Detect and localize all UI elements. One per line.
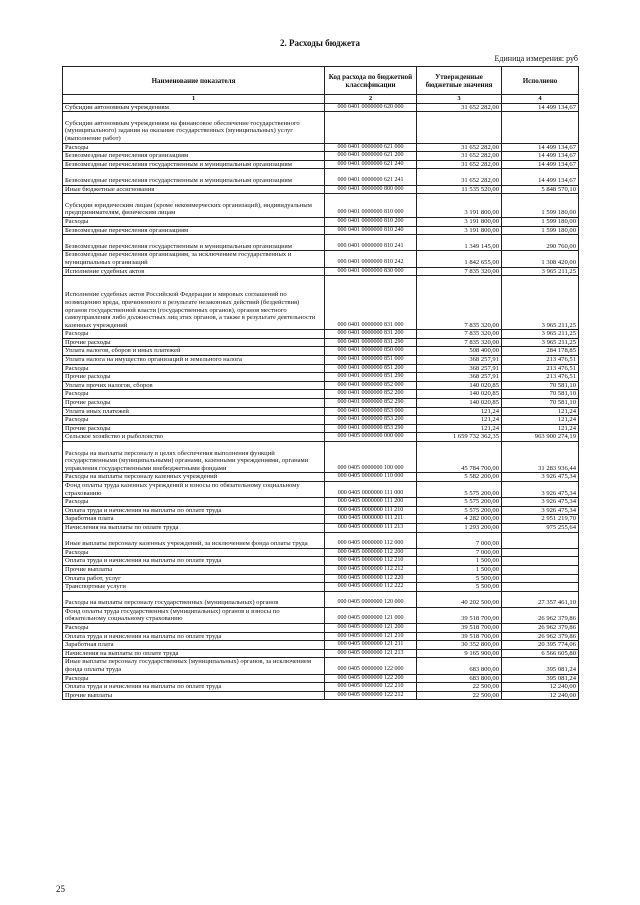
table-row bbox=[63, 381, 579, 390]
table-row bbox=[63, 532, 579, 548]
row-name: Фонд оплаты труда государственных (муниципальных) органов и взносы по обязательному социальному страхованию bbox=[63, 607, 325, 623]
row-approved: 22 500,00 bbox=[417, 691, 502, 700]
row-approved: 508 400,00 bbox=[417, 347, 502, 356]
row-approved: 31 652 282,00 bbox=[417, 103, 502, 112]
table-row bbox=[63, 506, 579, 515]
row-code: 000 0405 0000000 112 222 bbox=[325, 583, 417, 592]
table-row bbox=[63, 565, 579, 574]
row-executed: 1 599 180,00 bbox=[502, 217, 579, 226]
row-code: 000 0405 0000000 111 000 bbox=[325, 481, 417, 497]
row-approved: 1 349 145,00 bbox=[417, 235, 502, 251]
row-executed: 14 499 134,67 bbox=[502, 103, 579, 112]
row-executed: 3 926 475,34 bbox=[502, 506, 579, 515]
row-approved: 4 282 000,00 bbox=[417, 515, 502, 524]
row-code: 000 0405 0000000 112 200 bbox=[325, 548, 417, 557]
row-executed: 26 962 379,86 bbox=[502, 624, 579, 633]
row-name: Расходы bbox=[63, 674, 325, 683]
row-code: 000 0405 0000000 112 210 bbox=[325, 557, 417, 566]
row-executed: 213 476,51 bbox=[502, 356, 579, 365]
row-code: 000 0405 0000000 110 000 bbox=[325, 473, 417, 482]
table-row bbox=[63, 347, 579, 356]
row-code: 000 0401 0000000 621 240 bbox=[325, 160, 417, 169]
row-approved: 5 575 200,00 bbox=[417, 498, 502, 507]
row-approved: 39 518 700,00 bbox=[417, 624, 502, 633]
table-row bbox=[63, 624, 579, 633]
header-executed: Исполнено bbox=[502, 67, 579, 95]
table-row bbox=[63, 235, 579, 251]
row-approved: 5 575 200,00 bbox=[417, 506, 502, 515]
row-name: Исполнение судебных актов Российской Федерации и мировых соглашений по возмещению вреда, причиненного в результате незаконных действий (бездействия) органов государственной власти (государственных органов), органов местного самоуправления либо должностных лиц этих органов, а также в результате деятельности казенных учреждений bbox=[63, 276, 325, 330]
row-approved: 9 165 900,00 bbox=[417, 649, 502, 658]
row-approved: 7 000,00 bbox=[417, 532, 502, 548]
row-executed: 70 581,10 bbox=[502, 390, 579, 399]
row-executed: 121,24 bbox=[502, 407, 579, 416]
row-executed bbox=[502, 574, 579, 583]
section-title: 2. Расходы бюджета bbox=[280, 38, 360, 48]
row-name: Уплата налога на имущество организаций и земельного налога bbox=[63, 356, 325, 365]
table-row bbox=[63, 338, 579, 347]
table-row bbox=[63, 407, 579, 416]
row-name: Расходы bbox=[63, 498, 325, 507]
row-code: 000 0401 0000000 810 241 bbox=[325, 235, 417, 251]
row-code: 000 0401 0000000 800 000 bbox=[325, 185, 417, 194]
row-executed: 5 848 570,10 bbox=[502, 185, 579, 194]
row-name: Заработная плата bbox=[63, 641, 325, 650]
row-approved: 121,24 bbox=[417, 407, 502, 416]
row-name: Начисления на выплаты по оплате труда bbox=[63, 649, 325, 658]
row-approved: 368 257,91 bbox=[417, 356, 502, 365]
row-name: Оплата труда и начисления на выплаты по оплате труда bbox=[63, 557, 325, 566]
row-code bbox=[325, 112, 417, 143]
row-code: 000 0401 0000000 810 240 bbox=[325, 226, 417, 235]
row-approved: 5 500,00 bbox=[417, 583, 502, 592]
row-name: Расходы на выплаты персоналу казенных учреждений bbox=[63, 473, 325, 482]
row-name: Прочие расходы bbox=[63, 373, 325, 382]
row-code: 000 0401 0000000 620 000 bbox=[325, 103, 417, 112]
row-approved: 11 535 520,00 bbox=[417, 185, 502, 194]
table-row bbox=[63, 390, 579, 399]
row-executed: 3 926 475,34 bbox=[502, 481, 579, 497]
row-executed: 70 581,10 bbox=[502, 381, 579, 390]
row-approved: 45 784 700,00 bbox=[417, 442, 502, 473]
row-executed: 3 926 475,34 bbox=[502, 498, 579, 507]
header-classification-code: Код расхода по бюджетной классификации bbox=[325, 67, 417, 95]
row-approved: 40 202 500,00 bbox=[417, 591, 502, 607]
row-code: 000 0401 0000000 830 000 bbox=[325, 267, 417, 276]
table-row bbox=[63, 112, 579, 143]
table-row bbox=[63, 649, 579, 658]
row-approved: 39 518 700,00 bbox=[417, 607, 502, 623]
row-approved: 5 575 200,00 bbox=[417, 481, 502, 497]
row-name: Безвозмездные перечисления организациям, за исключением государственных и муниципальных организаций bbox=[63, 251, 325, 267]
row-approved: 1 659 732 362,35 bbox=[417, 433, 502, 442]
row-executed: 70 581,10 bbox=[502, 399, 579, 408]
row-executed: 14 499 134,67 bbox=[502, 169, 579, 185]
row-approved: 31 652 282,00 bbox=[417, 143, 502, 152]
row-name: Расходы на выплаты персоналу государственных (муниципальных) органов bbox=[63, 591, 325, 607]
row-code: 000 0401 0000000 852 000 bbox=[325, 381, 417, 390]
table-row bbox=[63, 583, 579, 592]
row-approved: 683 800,00 bbox=[417, 658, 502, 674]
row-name: Субсидии автономным учреждениям bbox=[63, 103, 325, 112]
row-executed: 20 395 774,06 bbox=[502, 641, 579, 650]
row-executed: 121,24 bbox=[502, 424, 579, 433]
row-approved: 1 842 655,00 bbox=[417, 251, 502, 267]
row-name: Расходы bbox=[63, 330, 325, 339]
row-code: 000 0401 0000000 852 290 bbox=[325, 399, 417, 408]
row-code: 000 0405 0000000 121 000 bbox=[325, 607, 417, 623]
column-number: 3 bbox=[417, 95, 502, 104]
row-approved: 31 652 282,00 bbox=[417, 169, 502, 185]
row-code: 000 0405 0000000 000 000 bbox=[325, 433, 417, 442]
table-body bbox=[63, 103, 579, 700]
row-code: 000 0405 0000000 112 212 bbox=[325, 565, 417, 574]
row-code: 000 0405 0000000 120 000 bbox=[325, 591, 417, 607]
row-code: 000 0405 0000000 100 000 bbox=[325, 442, 417, 473]
row-name: Расходы bbox=[63, 217, 325, 226]
row-name: Прочие выплаты bbox=[63, 565, 325, 574]
row-executed: 3 965 211,25 bbox=[502, 330, 579, 339]
row-code: 000 0405 0000000 121 211 bbox=[325, 641, 417, 650]
table-row bbox=[63, 169, 579, 185]
table-row bbox=[63, 574, 579, 583]
table-row bbox=[63, 591, 579, 607]
column-number: 2 bbox=[325, 95, 417, 104]
header-approved: Утвержденные бюджетные значения bbox=[417, 67, 502, 95]
row-name: Иные выплаты персоналу казенных учреждений, за исключением фонда оплаты труда bbox=[63, 532, 325, 548]
row-executed: 14 499 134,67 bbox=[502, 160, 579, 169]
table-row bbox=[63, 143, 579, 152]
row-executed bbox=[502, 112, 579, 143]
row-executed: 1 599 180,00 bbox=[502, 194, 579, 218]
row-executed: 284 178,85 bbox=[502, 347, 579, 356]
row-executed bbox=[502, 557, 579, 566]
column-number: 1 bbox=[63, 95, 325, 104]
page-number: 25 bbox=[56, 884, 65, 894]
row-executed: 3 965 211,25 bbox=[502, 276, 579, 330]
row-approved: 31 652 282,00 bbox=[417, 160, 502, 169]
row-approved: 5 500,00 bbox=[417, 574, 502, 583]
row-code: 000 0405 0000000 111 200 bbox=[325, 498, 417, 507]
row-code: 000 0401 0000000 621 200 bbox=[325, 152, 417, 161]
row-name: Прочие расходы bbox=[63, 424, 325, 433]
table-row bbox=[63, 416, 579, 425]
row-executed: 26 962 379,86 bbox=[502, 632, 579, 641]
row-code: 000 0401 0000000 851 200 bbox=[325, 364, 417, 373]
row-approved: 368 257,91 bbox=[417, 364, 502, 373]
row-executed: 14 499 134,67 bbox=[502, 143, 579, 152]
table-row bbox=[63, 473, 579, 482]
row-approved: 7 835 320,00 bbox=[417, 267, 502, 276]
row-code: 000 0401 0000000 851 000 bbox=[325, 356, 417, 365]
table-row bbox=[63, 515, 579, 524]
row-name: Расходы bbox=[63, 548, 325, 557]
row-name: Фонд оплаты труда казенных учреждений и взносы по обязательному социальному страхованию bbox=[63, 481, 325, 497]
table-row bbox=[63, 658, 579, 674]
row-approved: 368 257,91 bbox=[417, 373, 502, 382]
row-name: Иные выплаты персоналу государственных (муниципальных) органов, за исключением фонда оплаты труда bbox=[63, 658, 325, 674]
column-number: 4 bbox=[502, 95, 579, 104]
row-executed: 12 240,00 bbox=[502, 691, 579, 700]
row-code: 000 0405 0000000 122 212 bbox=[325, 691, 417, 700]
row-name: Безвозмездные перечисления организациям bbox=[63, 152, 325, 161]
row-name: Безвозмездные перечисления организациям bbox=[63, 226, 325, 235]
row-approved: 121,24 bbox=[417, 424, 502, 433]
table-row bbox=[63, 399, 579, 408]
table-row bbox=[63, 194, 579, 218]
table-row bbox=[63, 632, 579, 641]
row-code: 000 0405 0000000 111 213 bbox=[325, 523, 417, 532]
table-row bbox=[63, 607, 579, 623]
row-code: 000 0401 0000000 853 000 bbox=[325, 407, 417, 416]
row-executed: 6 566 605,80 bbox=[502, 649, 579, 658]
row-code: 000 0405 0000000 122 200 bbox=[325, 674, 417, 683]
row-executed bbox=[502, 548, 579, 557]
row-executed: 213 476,51 bbox=[502, 373, 579, 382]
row-name: Оплата труда и начисления на выплаты по оплате труда bbox=[63, 632, 325, 641]
row-executed: 3 926 475,34 bbox=[502, 473, 579, 482]
expenses-table bbox=[62, 66, 579, 700]
row-executed: 213 476,51 bbox=[502, 364, 579, 373]
row-code: 000 0401 0000000 851 290 bbox=[325, 373, 417, 382]
row-executed: 290 760,00 bbox=[502, 235, 579, 251]
table-row bbox=[63, 433, 579, 442]
row-approved: 1 293 200,00 bbox=[417, 523, 502, 532]
table-row bbox=[63, 364, 579, 373]
row-name: Уплата иных платежей bbox=[63, 407, 325, 416]
row-name: Субсидии автономным учреждениям на финансовое обеспечение государственного (муниципального) задания на оказание государственных (муниципальных) услуг (выполнение работ) bbox=[63, 112, 325, 143]
table-row bbox=[63, 103, 579, 112]
row-name: Прочие расходы bbox=[63, 338, 325, 347]
row-name: Безвозмездные перечисления государственным и муниципальным организациям bbox=[63, 235, 325, 251]
row-approved: 3 191 800,00 bbox=[417, 194, 502, 218]
row-approved: 1 500,00 bbox=[417, 557, 502, 566]
row-name: Заработная плата bbox=[63, 515, 325, 524]
row-executed: 14 499 134,67 bbox=[502, 152, 579, 161]
row-code: 000 0405 0000000 121 210 bbox=[325, 632, 417, 641]
row-code: 000 0401 0000000 621 241 bbox=[325, 169, 417, 185]
row-code: 000 0401 0000000 853 290 bbox=[325, 424, 417, 433]
row-executed: 12 240,00 bbox=[502, 683, 579, 692]
table-row bbox=[63, 160, 579, 169]
table-row bbox=[63, 276, 579, 330]
row-code: 000 0405 0000000 121 213 bbox=[325, 649, 417, 658]
row-approved: 7 000,00 bbox=[417, 548, 502, 557]
row-executed: 121,24 bbox=[502, 416, 579, 425]
row-name: Расходы bbox=[63, 143, 325, 152]
table-row bbox=[63, 185, 579, 194]
row-code: 000 0405 0000000 122 210 bbox=[325, 683, 417, 692]
table-row bbox=[63, 152, 579, 161]
table-row bbox=[63, 251, 579, 267]
row-name: Иные бюджетные ассигнования bbox=[63, 185, 325, 194]
row-approved: 140 020,85 bbox=[417, 399, 502, 408]
table-row bbox=[63, 373, 579, 382]
row-executed bbox=[502, 532, 579, 548]
row-code: 000 0401 0000000 831 290 bbox=[325, 338, 417, 347]
row-code: 000 0401 0000000 810 200 bbox=[325, 217, 417, 226]
table-row bbox=[63, 267, 579, 276]
table-row bbox=[63, 683, 579, 692]
row-name: Расходы на выплаты персоналу в целях обеспечения выполнения функций государственными (муниципальными) органами, казенными учреждениями, органами управления государственными внебюджетными фондами bbox=[63, 442, 325, 473]
row-approved: 7 835 320,00 bbox=[417, 330, 502, 339]
row-name: Прочие выплаты bbox=[63, 691, 325, 700]
row-approved: 3 191 800,00 bbox=[417, 226, 502, 235]
table-row bbox=[63, 557, 579, 566]
table-row bbox=[63, 330, 579, 339]
table-row bbox=[63, 523, 579, 532]
row-code: 000 0401 0000000 852 200 bbox=[325, 390, 417, 399]
row-approved: 7 835 320,00 bbox=[417, 276, 502, 330]
row-approved: 39 518 700,00 bbox=[417, 632, 502, 641]
row-approved: 3 191 800,00 bbox=[417, 217, 502, 226]
row-executed bbox=[502, 565, 579, 574]
row-executed: 3 965 211,25 bbox=[502, 267, 579, 276]
table-row bbox=[63, 548, 579, 557]
row-approved: 30 352 800,00 bbox=[417, 641, 502, 650]
unit-label: Единица измерения: руб bbox=[494, 54, 578, 63]
row-executed: 1 599 180,00 bbox=[502, 226, 579, 235]
table-row bbox=[63, 356, 579, 365]
row-approved: 121,24 bbox=[417, 416, 502, 425]
row-executed: 3 965 211,25 bbox=[502, 338, 579, 347]
table-row bbox=[63, 217, 579, 226]
row-name: Субсидии юридическим лицам (кроме некоммерческих организаций), индивидуальным предпринимателям, физическим лицам bbox=[63, 194, 325, 218]
row-name: Транспортные услуги bbox=[63, 583, 325, 592]
row-executed: 2 951 219,70 bbox=[502, 515, 579, 524]
table-row bbox=[63, 424, 579, 433]
row-executed: 395 081,24 bbox=[502, 658, 579, 674]
row-executed: 27 357 461,10 bbox=[502, 591, 579, 607]
row-name: Безвозмездные перечисления государственным и муниципальным организациям bbox=[63, 169, 325, 185]
row-name: Прочие расходы bbox=[63, 399, 325, 408]
row-name: Расходы bbox=[63, 624, 325, 633]
row-executed: 26 962 379,86 bbox=[502, 607, 579, 623]
row-approved: 1 500,00 bbox=[417, 565, 502, 574]
row-name: Оплата труда и начисления на выплаты по оплате труда bbox=[63, 683, 325, 692]
header-indicator-name: Наименование показателя bbox=[63, 67, 325, 95]
table-row bbox=[63, 442, 579, 473]
table-row bbox=[63, 226, 579, 235]
row-approved: 7 835 320,00 bbox=[417, 338, 502, 347]
row-code: 000 0405 0000000 111 210 bbox=[325, 506, 417, 515]
row-approved: 140 020,85 bbox=[417, 381, 502, 390]
row-executed: 31 283 936,44 bbox=[502, 442, 579, 473]
row-code: 000 0405 0000000 122 000 bbox=[325, 658, 417, 674]
table-row bbox=[63, 691, 579, 700]
row-code: 000 0401 0000000 621 000 bbox=[325, 143, 417, 152]
table-row bbox=[63, 641, 579, 650]
row-name: Сельское хозяйство и рыболовство bbox=[63, 433, 325, 442]
row-code: 000 0401 0000000 853 200 bbox=[325, 416, 417, 425]
row-name: Оплата работ, услуг bbox=[63, 574, 325, 583]
row-name: Начисления на выплаты по оплате труда bbox=[63, 523, 325, 532]
row-code: 000 0401 0000000 831 000 bbox=[325, 276, 417, 330]
row-code: 000 0405 0000000 121 200 bbox=[325, 624, 417, 633]
row-code: 000 0401 0000000 831 200 bbox=[325, 330, 417, 339]
row-code: 000 0405 0000000 112 000 bbox=[325, 532, 417, 548]
row-approved: 5 582 200,00 bbox=[417, 473, 502, 482]
row-code: 000 0401 0000000 810 242 bbox=[325, 251, 417, 267]
row-name: Уплата прочих налогов, сборов bbox=[63, 381, 325, 390]
table-row bbox=[63, 481, 579, 497]
row-name: Безвозмездные перечисления государственным и муниципальным организациям bbox=[63, 160, 325, 169]
row-code: 000 0405 0000000 111 211 bbox=[325, 515, 417, 524]
row-name: Уплата налогов, сборов и иных платежей bbox=[63, 347, 325, 356]
row-executed bbox=[502, 583, 579, 592]
table-row bbox=[63, 674, 579, 683]
row-name: Исполнение судебных актов bbox=[63, 267, 325, 276]
row-name: Оплата труда и начисления на выплаты по оплате труда bbox=[63, 506, 325, 515]
row-code: 000 0405 0000000 112 220 bbox=[325, 574, 417, 583]
row-code: 000 0401 0000000 810 000 bbox=[325, 194, 417, 218]
row-executed: 395 081,24 bbox=[502, 674, 579, 683]
row-approved: 22 500,00 bbox=[417, 683, 502, 692]
row-code: 000 0401 0000000 850 000 bbox=[325, 347, 417, 356]
row-executed: 1 308 420,00 bbox=[502, 251, 579, 267]
row-executed: 963 900 274,19 bbox=[502, 433, 579, 442]
row-approved bbox=[417, 112, 502, 143]
row-name: Расходы bbox=[63, 416, 325, 425]
row-name: Расходы bbox=[63, 364, 325, 373]
row-executed: 975 255,64 bbox=[502, 523, 579, 532]
row-approved: 140 020,85 bbox=[417, 390, 502, 399]
row-name: Расходы bbox=[63, 390, 325, 399]
table-row bbox=[63, 498, 579, 507]
row-approved: 683 800,00 bbox=[417, 674, 502, 683]
row-approved: 31 652 282,00 bbox=[417, 152, 502, 161]
